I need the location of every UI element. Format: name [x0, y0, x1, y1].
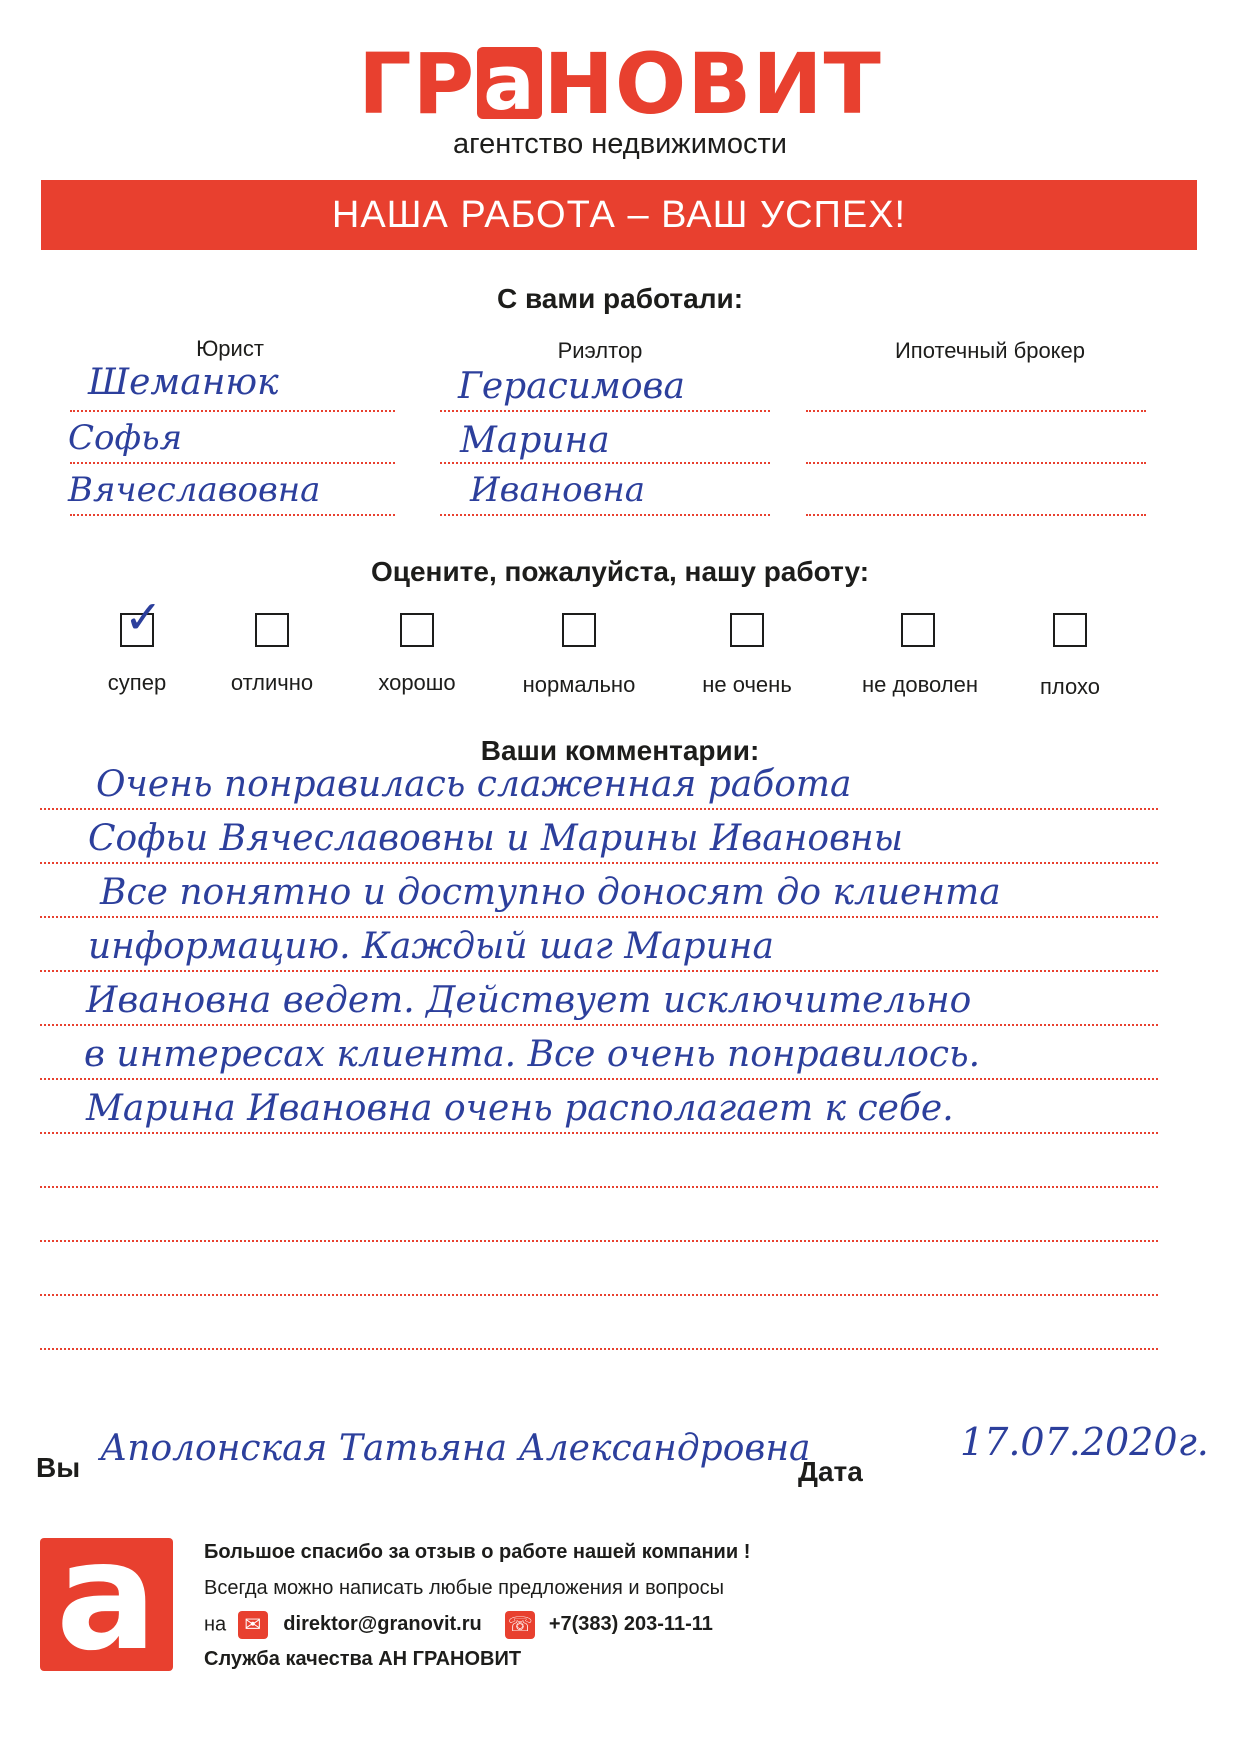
- rating-checkbox-bad[interactable]: [1053, 613, 1087, 647]
- comment-line: [40, 1078, 1158, 1080]
- realtor-line-2: [440, 462, 770, 464]
- comment-text-line-6: в интересах клиента. Все очень понравилось.: [84, 1034, 981, 1075]
- lawyer-line-3: [70, 514, 395, 516]
- phone-icon: ☏: [505, 1611, 535, 1639]
- team-heading: С вами работали:: [496, 283, 744, 314]
- rating-label-normal: нормально: [522, 672, 636, 697]
- rating-label-not-very: не очень: [702, 672, 792, 697]
- signed-date: 17.07.2020г.: [960, 1420, 1209, 1464]
- company-logo: [0, 35, 1240, 133]
- company-subtitle: агентство недвижимости: [453, 128, 787, 160]
- footer-suggestions: Всегда можно написать любые предложения и вопросы: [204, 1577, 725, 1599]
- lawyer-first-name: Софья: [68, 418, 183, 458]
- rating-checkbox-good[interactable]: [400, 613, 434, 647]
- comments-heading: Ваши комментарии:: [480, 735, 760, 766]
- footer-email-link[interactable]: direktor@granovit.ru: [283, 1613, 482, 1636]
- rating-heading: Оцените, пожалуйста, нашу работу:: [370, 556, 870, 587]
- broker-line-3: [806, 514, 1146, 516]
- lawyer-surname: Шеманюк: [88, 362, 279, 403]
- footer-thanks: Большое спасибо за отзыв о работе нашей компании !: [204, 1541, 751, 1563]
- realtor-column-header: Риэлтор: [557, 338, 643, 363]
- comment-text-line-7: Марина Ивановна очень располагает к себе.: [86, 1088, 954, 1129]
- comment-text-line-5: Ивановна ведет. Действует исключительно: [86, 980, 972, 1021]
- mail-icon: ✉: [238, 1611, 268, 1639]
- comment-text-line-4: информацию. Каждый шаг Марина: [88, 926, 774, 967]
- footer-on-label: на: [204, 1613, 227, 1636]
- realtor-first-name: Марина: [460, 420, 610, 461]
- you-label: Вы: [36, 1452, 81, 1483]
- rating-checkbox-not-very[interactable]: [730, 613, 764, 647]
- broker-line-2: [806, 462, 1146, 464]
- comment-line: [40, 916, 1158, 918]
- rating-label-good: хорошо: [378, 670, 456, 695]
- logo-text-part1: ГР: [358, 35, 476, 133]
- comment-line: [40, 1186, 1158, 1188]
- comment-line: [40, 862, 1158, 864]
- comment-text-line-3: Все понятно и доступно доносят до клиента: [100, 872, 1001, 913]
- footer-quality-service: Служба качества АН ГРАНОВИТ: [204, 1648, 522, 1670]
- comment-text-line-2: Софьи Вячеславовны и Марины Ивановны: [88, 818, 904, 859]
- footer-contacts: [204, 1611, 713, 1639]
- rating-checkbox-not-satisfied[interactable]: [901, 613, 935, 647]
- footer-phone-link[interactable]: +7(383) 203-11-11: [548, 1613, 713, 1636]
- comment-line: [40, 1024, 1158, 1026]
- rating-label-excellent: отлично: [230, 670, 314, 695]
- comment-line: [40, 970, 1158, 972]
- rating-label-super: супер: [107, 670, 167, 695]
- realtor-line-3: [440, 514, 770, 516]
- comment-line: [40, 1348, 1158, 1350]
- lawyer-line-1: [70, 410, 395, 412]
- realtor-patronymic: Ивановна: [470, 470, 646, 510]
- lawyer-column-header: Юрист: [196, 336, 264, 361]
- comment-line: [40, 808, 1158, 810]
- rating-checkbox-excellent[interactable]: [255, 613, 289, 647]
- check-mark-icon: ✓: [124, 591, 163, 643]
- realtor-surname: Герасимова: [458, 366, 685, 407]
- comment-text-line-1: Очень понравилась слаженная работа: [96, 764, 852, 805]
- broker-line-1: [806, 410, 1146, 412]
- rating-checkbox-normal[interactable]: [562, 613, 596, 647]
- comment-line: [40, 1240, 1158, 1242]
- lawyer-line-2: [70, 462, 395, 464]
- slogan-banner: НАША РАБОТА – ВАШ УСПЕХ!: [41, 180, 1197, 250]
- lawyer-patronymic: Вячеславовна: [68, 470, 321, 510]
- logo-text-part2: НОВИТ: [543, 35, 882, 133]
- comment-line: [40, 1294, 1158, 1296]
- date-label: Дата: [798, 1456, 863, 1487]
- footer-logo: а: [40, 1538, 173, 1671]
- realtor-line-1: [440, 410, 770, 412]
- rating-label-not-satisfied: не доволен: [862, 672, 978, 697]
- logo-letter-box: а: [477, 47, 541, 119]
- comment-line: [40, 1132, 1158, 1134]
- rating-label-bad: плохо: [1040, 674, 1100, 699]
- broker-column-header: Ипотечный брокер: [894, 338, 1086, 363]
- signer-name: Аполонская Татьяна Александровна: [100, 1428, 811, 1469]
